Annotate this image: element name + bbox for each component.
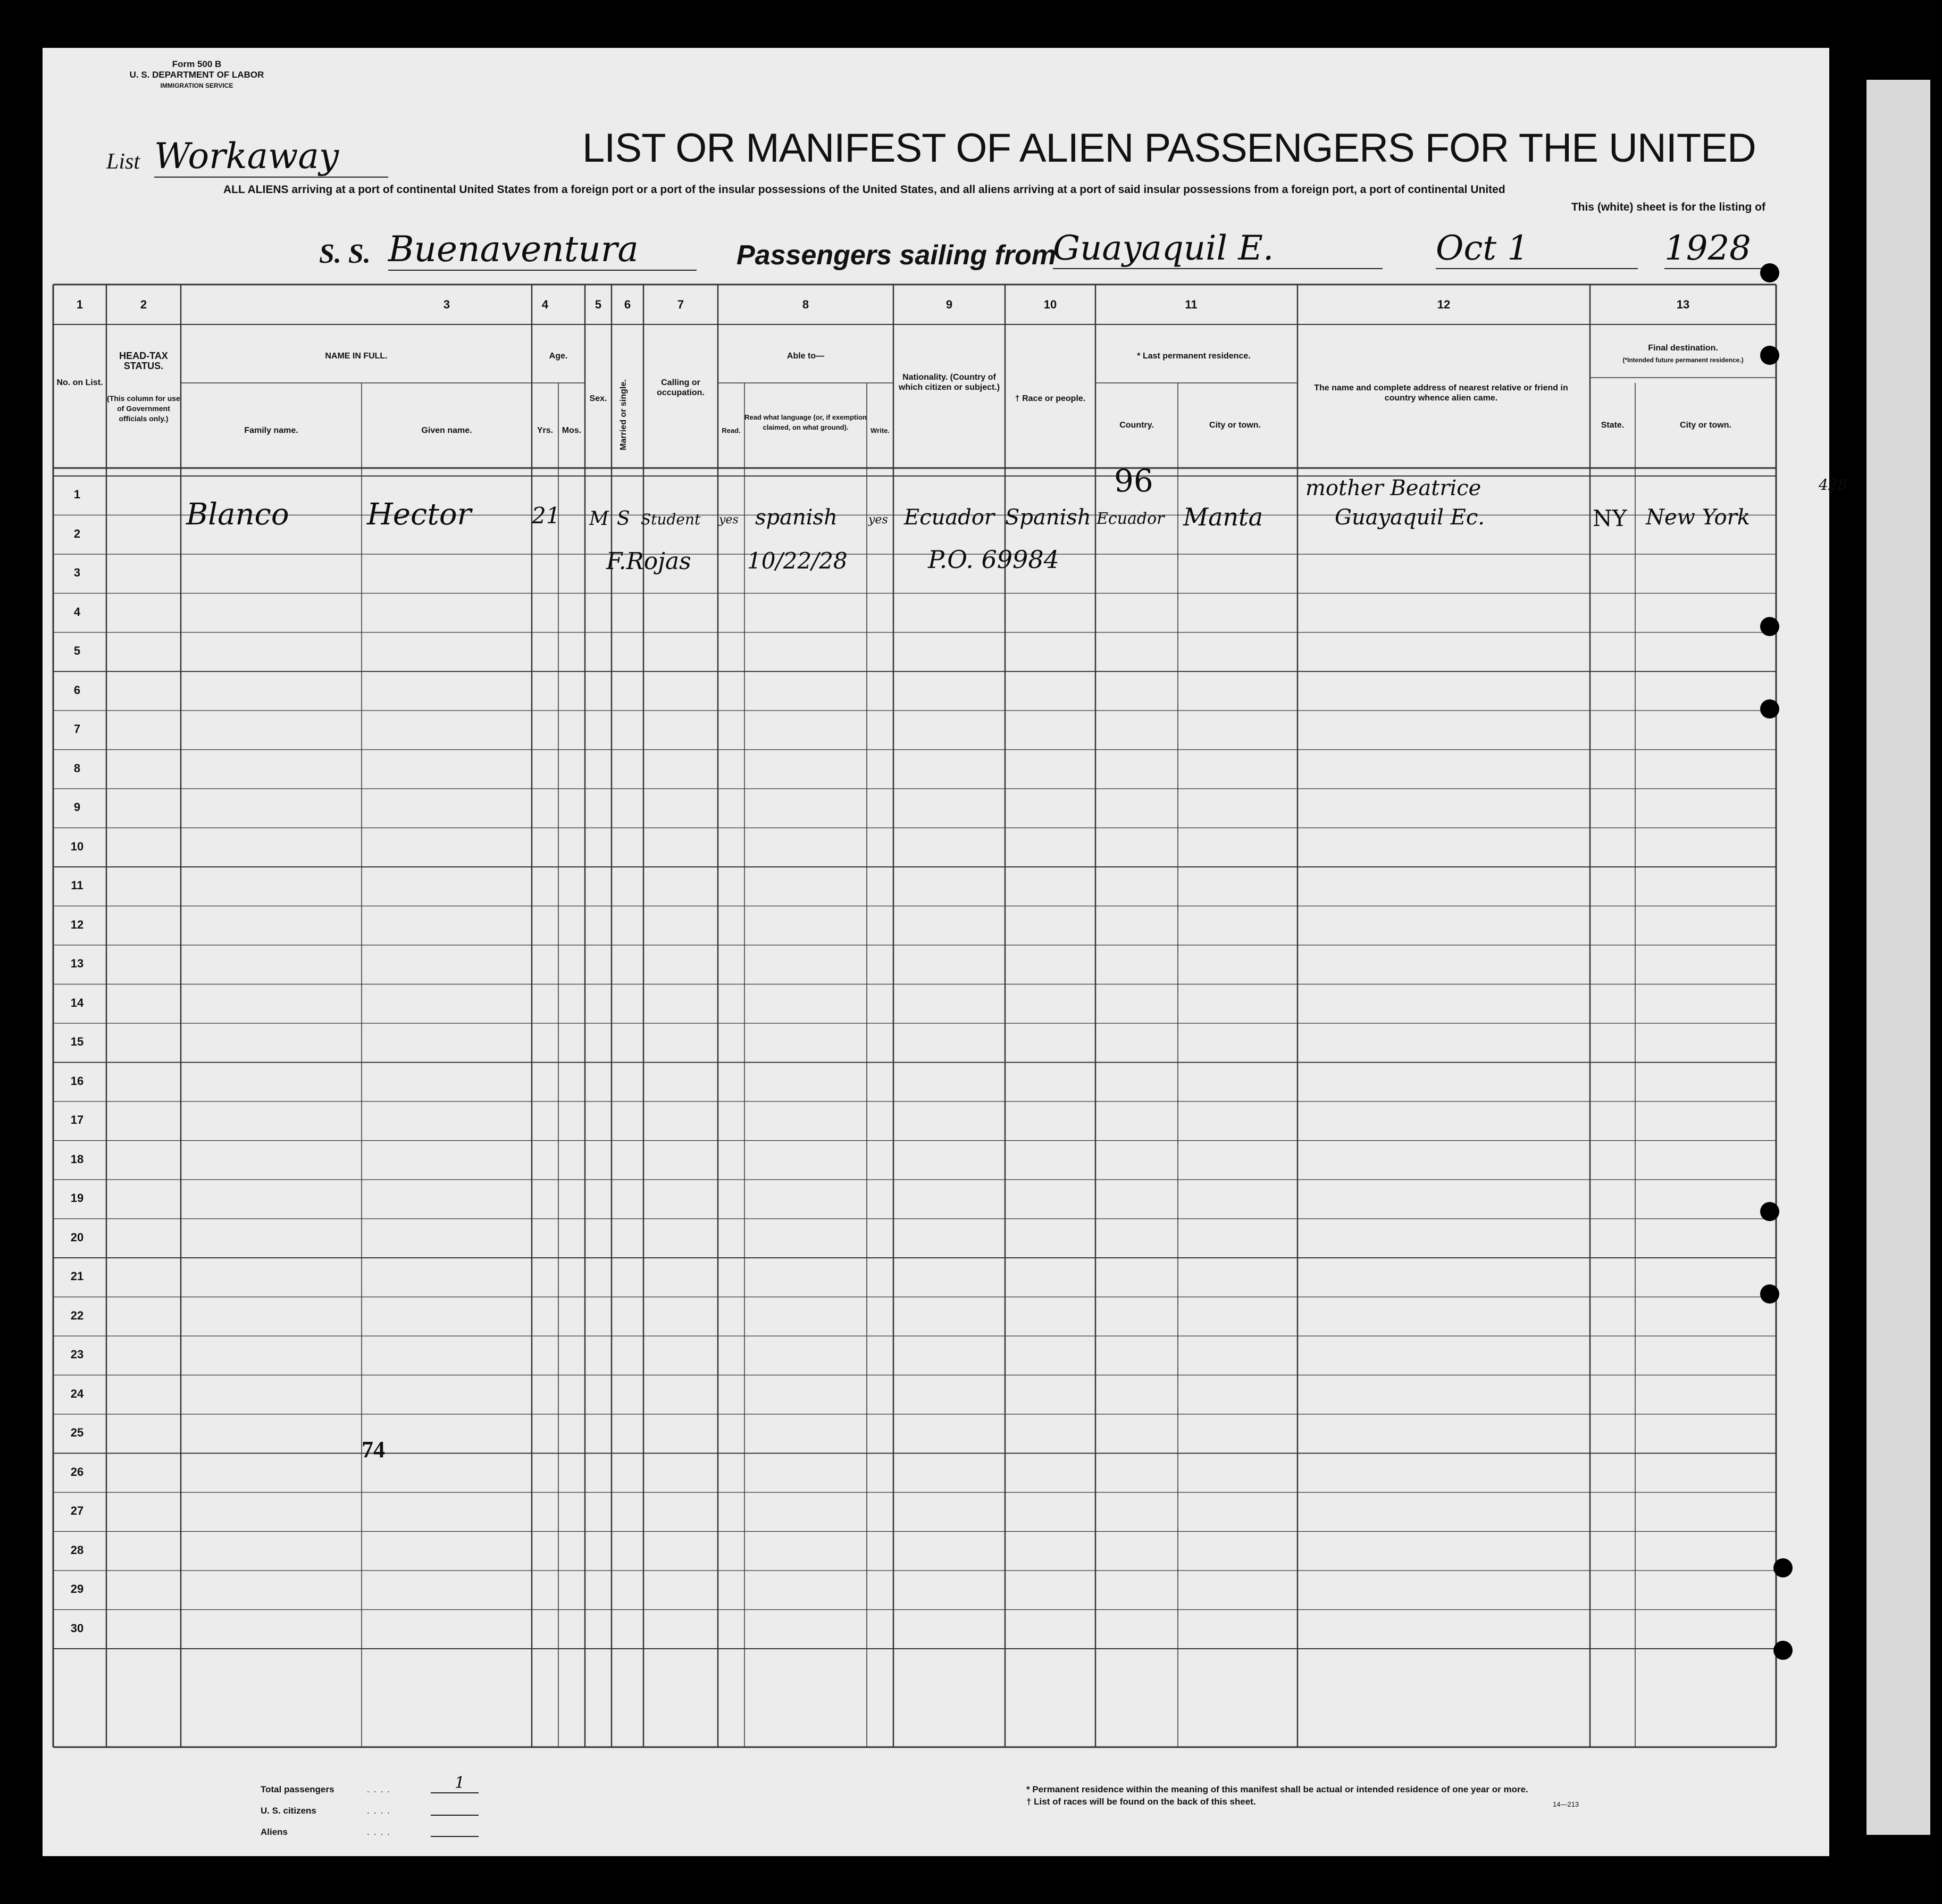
- entry-row2-date: 10/22/28: [747, 548, 848, 574]
- department: U. S. DEPARTMENT OF LABOR: [129, 70, 264, 80]
- hdr-write: Write.: [870, 427, 890, 435]
- footer-note-2: † List of races will be found on the back of this sheet.: [1026, 1797, 1256, 1807]
- entry-city: Manta: [1183, 503, 1263, 531]
- footer-code: 14—213: [1553, 1800, 1579, 1808]
- punch-hole: [1760, 699, 1779, 719]
- entry-age: 21: [532, 503, 560, 529]
- list-value: Workaway: [154, 136, 388, 178]
- hdr-age: Age.: [549, 352, 568, 361]
- row-number: 1: [73, 488, 81, 501]
- hdr-read: Read.: [722, 427, 741, 435]
- footer-citizens-label: U. S. citizens: [261, 1806, 316, 1816]
- column-number: 11: [1185, 298, 1198, 311]
- row-number: 6: [73, 683, 81, 697]
- entry-country: Ecuador: [1096, 510, 1165, 528]
- column-number: 6: [624, 298, 631, 311]
- punch-hole: [1773, 1641, 1793, 1660]
- entry-sex: M: [589, 508, 609, 530]
- footer-dots-2: ....: [367, 1806, 394, 1816]
- punch-hole: [1773, 1558, 1793, 1577]
- entry-country-note: 96: [1114, 463, 1153, 499]
- row-number: 4: [73, 605, 81, 619]
- hdr-married: Married or single.: [619, 379, 628, 450]
- punch-hole: [1760, 263, 1779, 282]
- hdr-race: † Race or people.: [1015, 394, 1086, 403]
- ship-name: Buenaventura: [388, 229, 697, 271]
- row-number: 18: [70, 1152, 84, 1166]
- column-number: 1: [76, 298, 83, 311]
- column-number: 4: [541, 298, 549, 311]
- row-number: 12: [70, 917, 84, 931]
- hdr-nationality: Nationality. (Country of which citizen or subject.): [898, 373, 1000, 392]
- footer-note-1: * Permanent residence within the meaning of this manifest shall be actual or intended residence of one year or more.: [1026, 1784, 1528, 1794]
- subtitle: ALL ALIENS arriving at a port of continental United States from a foreign port or a port of the insular possessions of the United States, and all aliens arriving at a port of said insular possessions from a foreign port, a port of continental United: [223, 183, 1505, 196]
- hdr-given-name: Given name.: [421, 426, 472, 435]
- ss-label: S. S.: [319, 239, 371, 269]
- hdr-head-tax: HEAD-TAX STATUS.: [119, 350, 168, 371]
- hdr-dest-city: City or town.: [1680, 421, 1731, 430]
- entry-marital: S: [617, 508, 630, 530]
- row-number: 30: [70, 1621, 84, 1635]
- row-number: 3: [73, 566, 81, 579]
- row-number: 27: [70, 1504, 84, 1517]
- row-number: 15: [70, 1035, 84, 1048]
- row-number: 26: [70, 1465, 84, 1479]
- entry-dest-city: New York: [1646, 505, 1750, 530]
- service: IMMIGRATION SERVICE: [160, 82, 233, 89]
- hdr-no-on-list: No. on List.: [56, 378, 103, 387]
- hdr-name-in-full: NAME IN FULL.: [325, 352, 388, 361]
- footer-aliens-label: Aliens: [261, 1827, 288, 1837]
- hdr-yrs: Yrs.: [537, 426, 554, 435]
- footer-dots-1: ....: [367, 1784, 394, 1794]
- hdr-relative: The name and complete address of nearest relative or friend in country whence alien came.: [1314, 383, 1568, 403]
- entry-write: yes: [868, 513, 888, 527]
- page-title: LIST OR MANIFEST OF ALIEN PASSENGERS FOR THE UNITED: [582, 126, 1756, 171]
- hdr-able-to: Able to—: [786, 352, 825, 361]
- row-number: 10: [70, 839, 84, 853]
- hdr-sex: Sex.: [589, 394, 607, 403]
- column-number: 2: [140, 298, 147, 311]
- column-number: 7: [677, 298, 684, 311]
- entry-read: yes: [719, 513, 739, 527]
- entry-occupation: Student: [641, 511, 701, 528]
- hdr-city: City or town.: [1209, 421, 1261, 430]
- form-number: Form 500 B: [172, 59, 222, 69]
- row-number: 24: [70, 1387, 84, 1400]
- column-number: 8: [802, 298, 809, 311]
- entry-race: Spanish: [1005, 505, 1091, 530]
- row-number: 29: [70, 1582, 84, 1596]
- entry-nationality: Ecuador: [904, 505, 995, 530]
- row-number: 2: [73, 527, 81, 540]
- column-number: 9: [945, 298, 953, 311]
- row-number: 5: [73, 644, 81, 657]
- footer-dots-3: ....: [367, 1827, 394, 1837]
- column-number: 12: [1437, 298, 1451, 311]
- row-number: 19: [70, 1191, 84, 1205]
- row-number: 8: [73, 761, 81, 775]
- hdr-calling: Calling or occupation.: [657, 378, 705, 397]
- footer-citizens-line: [431, 1804, 479, 1816]
- stamp-number: 74: [362, 1437, 385, 1463]
- entry-given-name: Hector: [367, 497, 472, 532]
- hdr-read-language: Read what language (or, if exemption claimed, on what ground).: [744, 413, 867, 431]
- sailing-label: Passengers sailing from: [736, 240, 1057, 271]
- row-number: 11: [71, 879, 83, 892]
- column-number: 3: [443, 298, 450, 311]
- entry-language: spanish: [755, 505, 838, 530]
- row-number: 17: [70, 1113, 84, 1126]
- column-number: 5: [595, 298, 602, 311]
- column-number: 13: [1676, 298, 1690, 311]
- entry-row2-signature: F.Rojas: [606, 548, 691, 575]
- subtitle-2: This (white) sheet is for the listing of: [1571, 201, 1765, 213]
- entry-state: NY: [1593, 505, 1627, 531]
- hdr-final-destination: Final destination.: [1648, 344, 1718, 353]
- hdr-last-residence: * Last permanent residence.: [1137, 352, 1251, 361]
- departure-date: Oct 1: [1436, 229, 1638, 269]
- hdr-mos: Mos.: [562, 426, 582, 435]
- footer-total-value: 1: [455, 1774, 465, 1792]
- row-number: 16: [70, 1074, 84, 1088]
- punch-hole: [1760, 346, 1779, 365]
- port-of-departure: Guayaquil E.: [1053, 229, 1383, 269]
- hdr-final-note: (*Intended future permanent residence.): [1622, 356, 1744, 364]
- row-number: 21: [70, 1270, 84, 1283]
- departure-year: 1928: [1664, 229, 1771, 269]
- row-number: 9: [73, 800, 81, 814]
- punch-hole: [1760, 617, 1779, 636]
- entry-relative-line2: Guayaquil Ec.: [1335, 505, 1485, 530]
- row-number: 25: [70, 1426, 84, 1439]
- footer-total-label: Total passengers: [261, 1784, 334, 1794]
- row-number: 23: [70, 1348, 84, 1361]
- punch-hole: [1760, 1202, 1779, 1221]
- hdr-country: Country.: [1119, 421, 1154, 430]
- entry-family-name: Blanco: [186, 497, 289, 532]
- entry-row2-ref: P.O. 69984: [928, 545, 1059, 574]
- footer-aliens-line: [431, 1825, 479, 1837]
- hdr-head-tax-note: (This column for use of Government officials only.): [107, 394, 180, 423]
- list-label: List: [106, 149, 140, 174]
- row-number: 28: [70, 1543, 84, 1557]
- hdr-state: State.: [1601, 421, 1625, 430]
- row-number: 22: [70, 1308, 84, 1322]
- row-number: 7: [73, 722, 81, 736]
- row-number: 14: [70, 996, 84, 1009]
- hdr-family-name: Family name.: [244, 426, 298, 435]
- punch-hole: [1760, 1284, 1779, 1304]
- margin-note: 428: [1819, 476, 1847, 494]
- row-number: 20: [70, 1230, 84, 1244]
- row-number: 13: [70, 957, 84, 970]
- column-number: 10: [1043, 298, 1057, 311]
- entry-relative-line1: mother Beatrice: [1305, 476, 1481, 500]
